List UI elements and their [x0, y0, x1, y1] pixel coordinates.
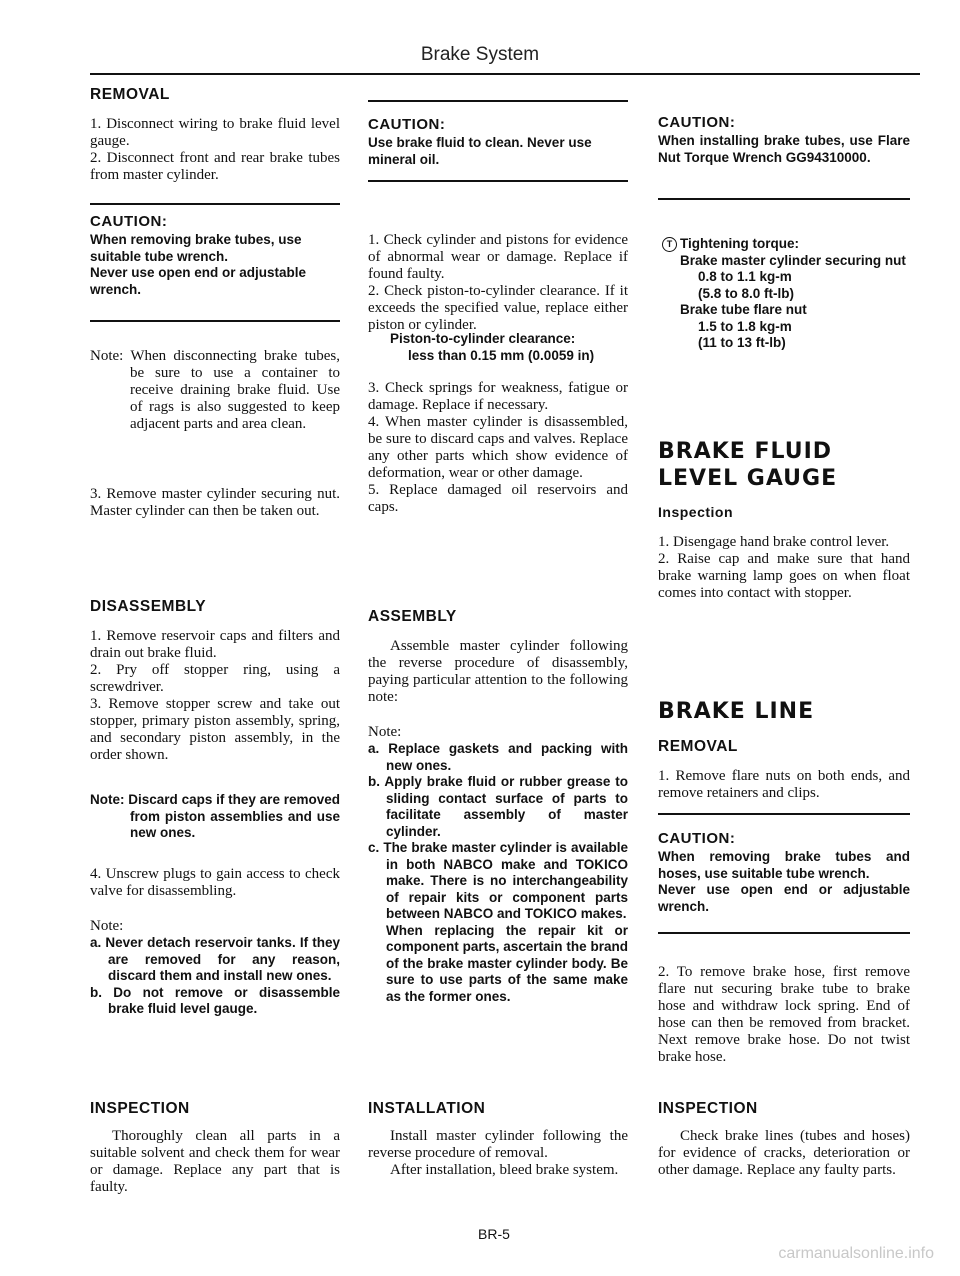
assembly-heading: ASSEMBLY [368, 608, 457, 625]
disassembly-note2-item-a: a. Never detach reservoir tanks. If they are removed for any reason, discard them and install new ones. [90, 935, 340, 983]
installation-text-1: Install master cylinder following the reverse procedure of removal. [368, 1128, 628, 1161]
brake-line-inspection-heading: INSPECTION [658, 1100, 758, 1117]
clearance-label: Piston-to-cylinder clearance: [390, 331, 576, 346]
removal-step-2: 2. Disconnect front and rear brake tubes from master cylinder. [90, 150, 340, 183]
disassembly-step-3: 3. Remove stopper screw and take out stopper, primary piston assembly, spring, and secondary piston assembly, in the order shown. [90, 696, 340, 763]
fluid-gauge-step-2: 2. Raise cap and make sure that hand brake warning lamp goes on when float comes into contact with stopper. [658, 551, 910, 601]
col3-caution2-rule-top [658, 813, 910, 815]
torque-item-1-value2: (5.8 to 8.0 ft-lb) [698, 285, 795, 301]
brake-line-heading: BRAKE LINE [658, 699, 815, 724]
caution-rule-bottom [90, 320, 340, 322]
col3-caution2-rule-bottom [658, 932, 910, 934]
brake-line-removal-heading: REMOVAL [658, 738, 738, 755]
assembly-note-item-a: a. Replace gaskets and packing with new ones. [368, 741, 628, 773]
assembly-note-head: Note: [368, 724, 402, 740]
inspection-text: Thoroughly clean all parts in a suitable solvent and check them for wear or damage. Replace any part that is faulty. [90, 1128, 340, 1195]
installation-heading: INSTALLATION [368, 1100, 486, 1117]
assembly-text: Assemble master cylinder following the reverse procedure of disassembly, paying particular attention to the following note: [368, 638, 628, 705]
fluid-gauge-inspection-heading: Inspection [658, 504, 734, 520]
watermark: carmanualsonline.info [778, 1245, 934, 1262]
col3-caution-rule [658, 198, 910, 200]
check-step-3: 3. Check springs for weakness, fatigue or damage. Replace if necessary. [368, 380, 628, 413]
assembly-note-item-c: c. The brake master cylinder is available in both NABCO make and TOKICO make. There is no interchangeability of repair kits or component parts between NABCO and TOKICO makes. [368, 840, 628, 921]
installation-text-2: After installation, bleed brake system. [390, 1162, 619, 1178]
removal-caution-text-1: When removing brake tubes, use suitable tube wrench. [90, 232, 302, 264]
removal-heading: REMOVAL [90, 86, 170, 103]
removal-note: Note: When disconnecting brake tubes, be sure to use a container to receive draining brake fluid. Use of rags is also suggested to keep adjacent parts and area clean. [90, 348, 340, 432]
removal-step-3: 3. Remove master cylinder securing nut. Master cylinder can then be taken out. [90, 486, 340, 519]
brake-line-caution-text-2: Never use open end or adjustable wrench. [658, 882, 910, 914]
assembly-note-item-c-cont: When replacing the repair kit or component parts, ascertain the brand of the brake master cylinder body. Be sure to use parts of the same make as the former ones. [386, 922, 628, 1004]
brake-line-step-2: 2. To remove brake hose, first remove flare nut securing brake tube to brake hose and withdraw lock spring. End of hose can then be removed from bracket. Next remove brake hose. Do not twist brake hose. [658, 964, 910, 1065]
fluid-gauge-heading-line-2: LEVEL GAUGE [658, 466, 838, 491]
inspection-heading: INSPECTION [90, 1100, 190, 1117]
torque-wrench-icon: T [662, 237, 677, 252]
check-step-5: 5. Replace damaged oil reservoirs and caps. [368, 482, 628, 515]
col2-caution-rule-top [368, 100, 628, 102]
caution-rule-top [90, 203, 340, 205]
check-step-2: 2. Check piston-to-cylinder clearance. If it exceeds the specified value, replace either piston or cylinder. [368, 283, 628, 333]
brake-line-inspection-text: Check brake lines (tubes and hoses) for evidence of cracks, deterioration or other damage. Replace any faulty parts. [658, 1128, 910, 1178]
assembly-note-item-b: b. Apply brake fluid or rubber grease to sliding contact surface of parts to facilitate assembly of master cylinder. [368, 774, 628, 839]
page-header-title: Brake System [420, 44, 540, 65]
disassembly-step-1: 1. Remove reservoir caps and filters and drain out brake fluid. [90, 628, 340, 661]
disassembly-note2-head: Note: [90, 918, 124, 934]
header-rule [90, 73, 920, 75]
clearance-value: less than 0.15 mm (0.0059 in) [408, 347, 595, 363]
fluid-gauge-step-1: 1. Disengage hand brake control lever. [658, 534, 890, 550]
brake-line-caution-head: CAUTION: [658, 830, 736, 847]
disassembly-heading: DISASSEMBLY [90, 598, 207, 615]
brake-line-caution-text-1: When removing brake tubes and hoses, use suitable tube wrench. [658, 849, 910, 881]
torque-item-2-value2: (11 to 13 ft-lb) [698, 335, 786, 350]
removal-caution-head: CAUTION: [90, 213, 168, 230]
check-step-1: 1. Check cylinder and pistons for evidence of abnormal wear or damage. Replace if found faulty. [368, 232, 628, 282]
torque-item-1-value1: 0.8 to 1.1 kg-m [698, 269, 792, 284]
col2-caution-text: Use brake fluid to clean. Never use mineral oil. [368, 135, 592, 167]
fluid-gauge-heading-line-1: BRAKE FLUID [658, 439, 833, 464]
disassembly-step-2: 2. Pry off stopper ring, using a screwdriver. [90, 662, 340, 695]
disassembly-step-4: 4. Unscrew plugs to gain access to check valve for disassembling. [90, 866, 340, 899]
col2-caution-rule-bottom [368, 180, 628, 182]
brake-line-step-1: 1. Remove flare nuts on both ends, and remove retainers and clips. [658, 768, 910, 801]
torque-item-2-label: Brake tube flare nut [680, 302, 807, 317]
torque-item-2-value1: 1.5 to 1.8 kg-m [698, 318, 792, 334]
page-number: BR-5 [478, 1226, 510, 1242]
col3-caution-head: CAUTION: [658, 114, 736, 131]
torque-heading: Tightening torque: [680, 236, 799, 251]
removal-step-1: 1. Disconnect wiring to brake fluid level gauge. [90, 116, 340, 149]
col2-caution-head: CAUTION: [368, 116, 446, 133]
disassembly-note: Note: Discard caps if they are removed from piston assemblies and use new ones. [90, 792, 340, 840]
torque-item-1-label: Brake master cylinder securing nut [680, 252, 906, 268]
col3-caution-text: When installing brake tubes, use Flare Nut Torque Wrench GG94310000. [658, 133, 910, 165]
check-step-4: 4. When master cylinder is disassembled, be sure to discard caps and valves. Replace any other parts which show evidence of deformation, wear or other damage. [368, 414, 628, 481]
disassembly-note2-item-b: b. Do not remove or disassemble brake fluid level gauge. [90, 984, 340, 1016]
removal-caution-text-2: Never use open end or adjustable wrench. [90, 265, 307, 297]
